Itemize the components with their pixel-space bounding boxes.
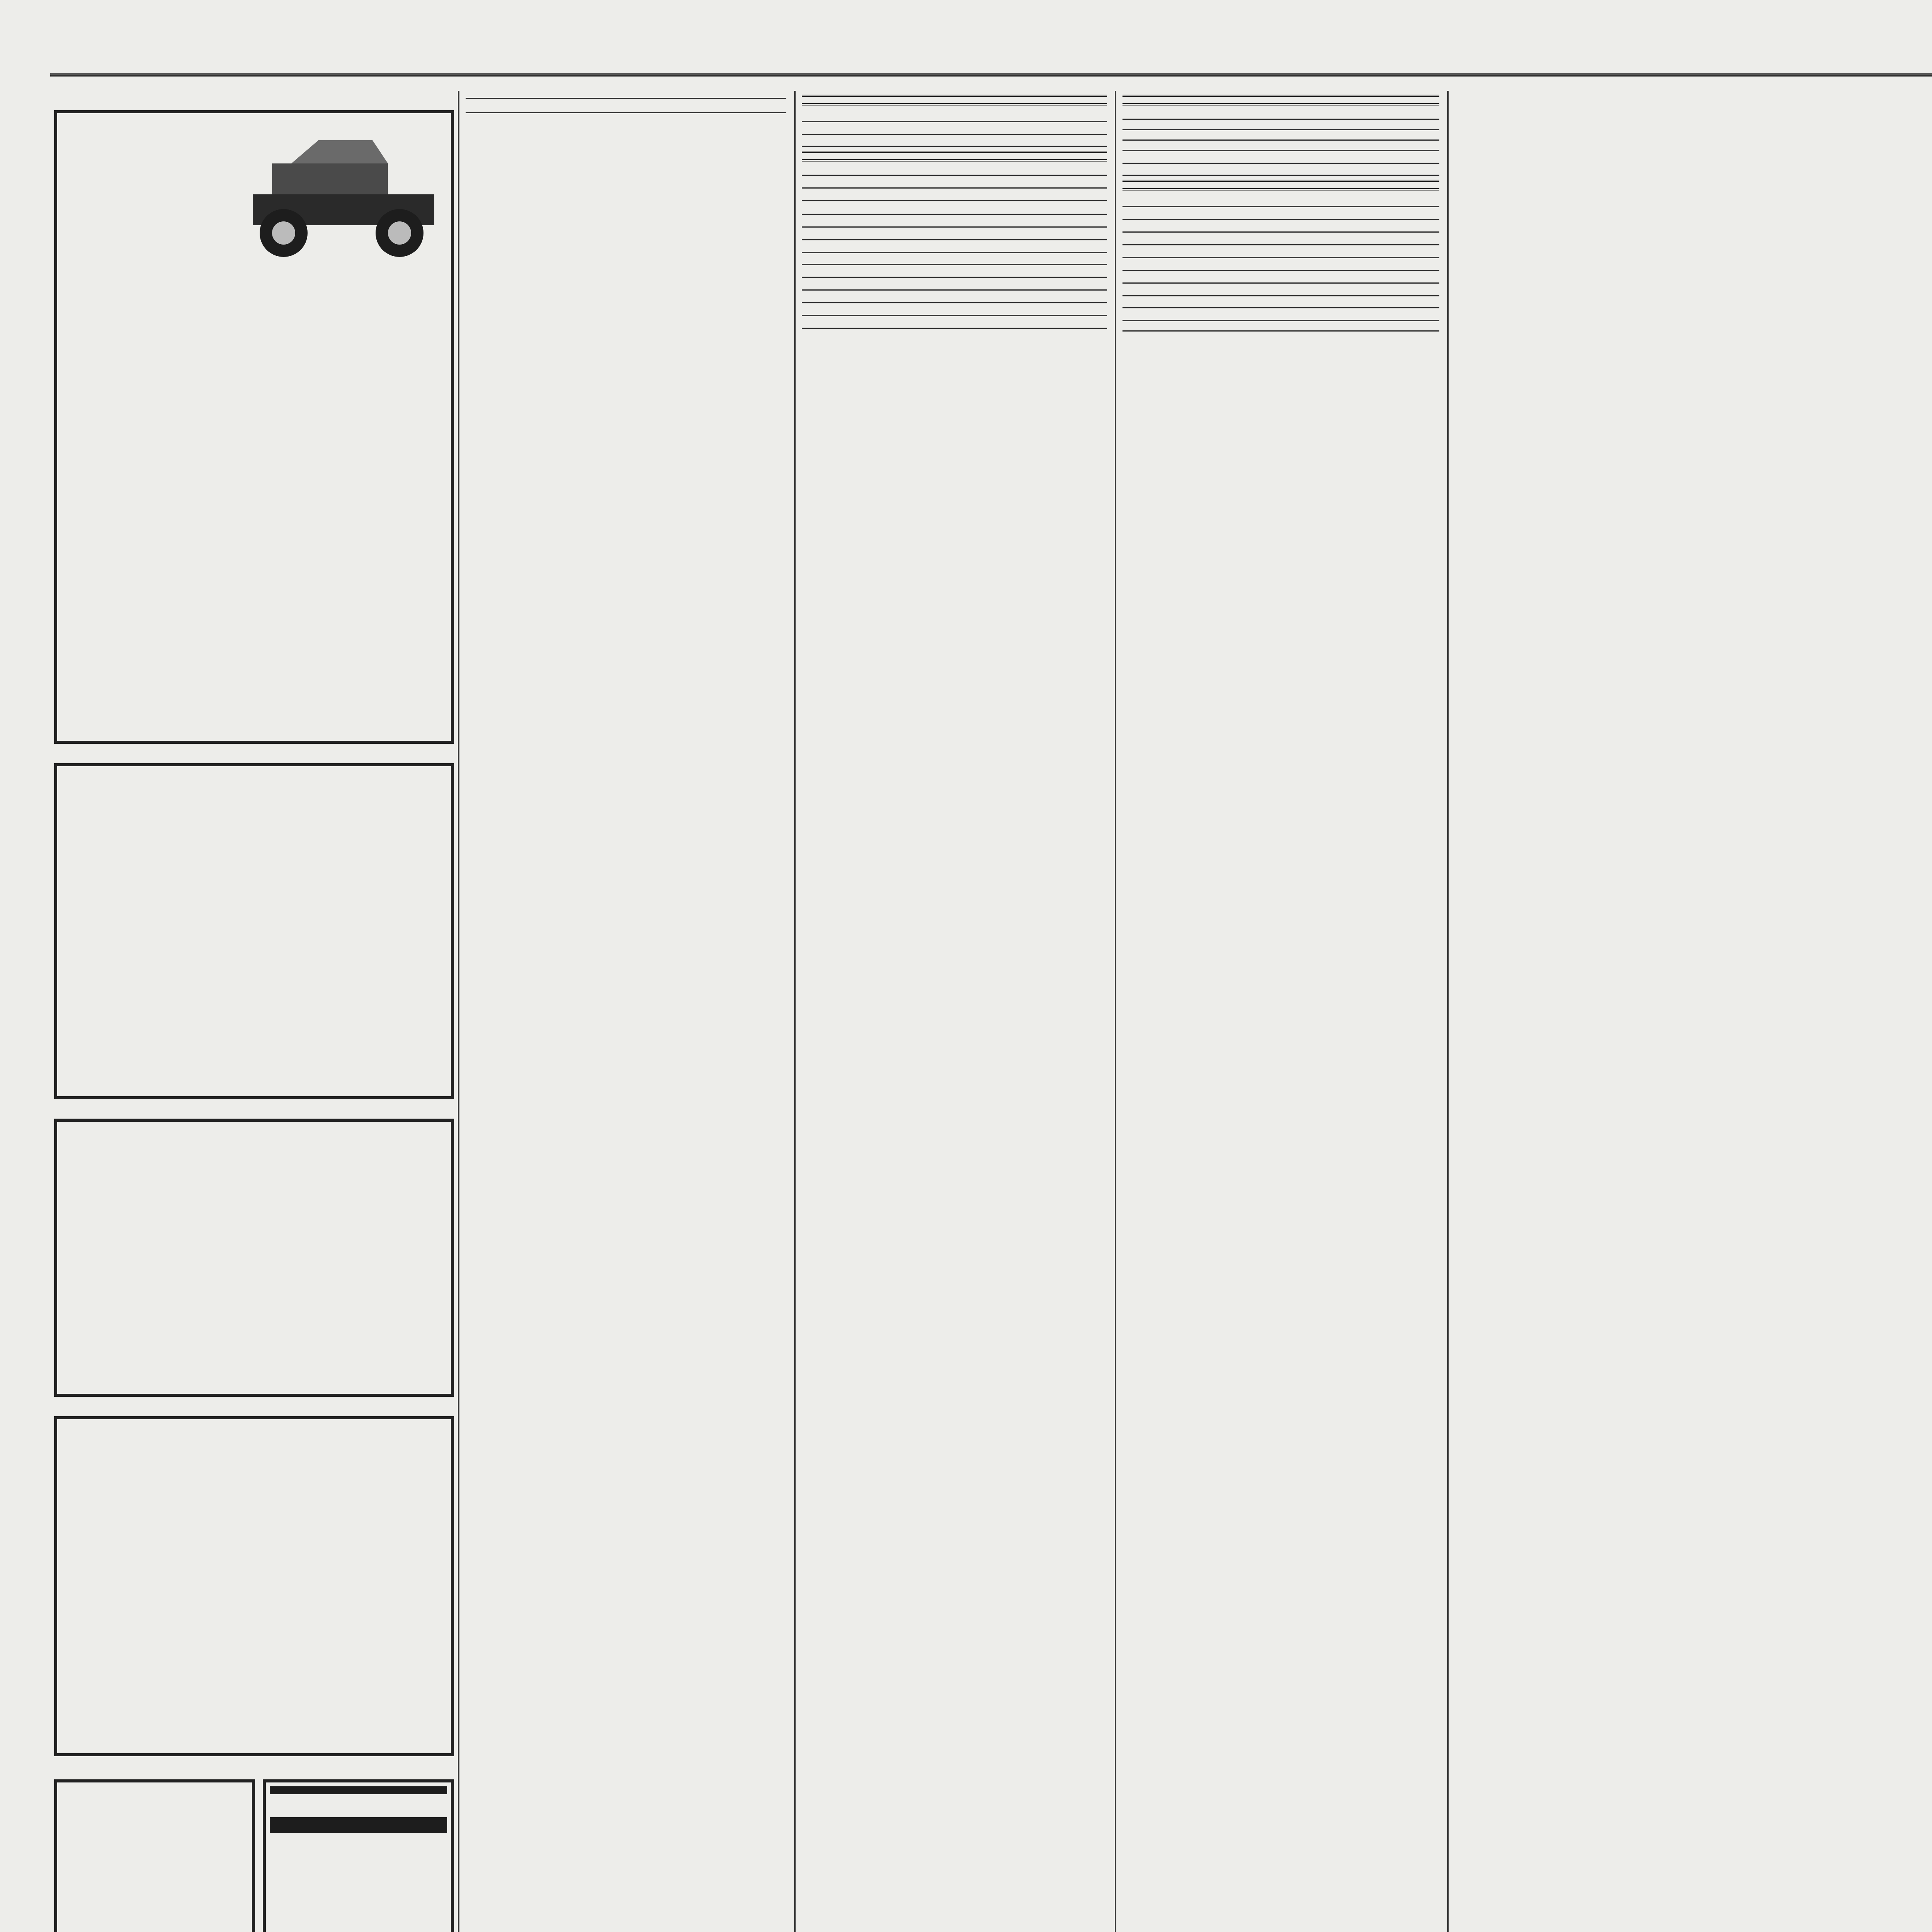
column-news — [466, 91, 786, 1932]
column-rule — [794, 91, 796, 1932]
twinkle-whisky-ad — [54, 763, 454, 1099]
notice — [1122, 284, 1439, 296]
cems-heading — [466, 98, 786, 105]
notice — [802, 176, 1107, 189]
notice — [802, 122, 1107, 135]
houses-heading — [1122, 95, 1439, 105]
notice — [1122, 207, 1439, 220]
notice — [802, 291, 1107, 303]
column-rule — [1447, 91, 1449, 1932]
notice — [802, 189, 1107, 201]
notice — [1122, 141, 1439, 151]
notice — [1122, 164, 1439, 176]
column-public-notices — [802, 91, 1107, 1932]
notice — [802, 135, 1107, 147]
notice — [802, 215, 1107, 228]
masthead-rule — [50, 73, 1932, 77]
mellor-brand — [270, 1817, 447, 1825]
notice — [1122, 220, 1439, 233]
notice — [802, 228, 1107, 240]
notice — [802, 109, 1107, 122]
notice — [1122, 233, 1439, 245]
notice — [802, 316, 1107, 329]
public-notices-heading — [802, 95, 1107, 105]
clyno-ad — [54, 1119, 454, 1397]
notice — [802, 240, 1107, 253]
column-houses-tenders — [1122, 91, 1439, 1932]
notice — [802, 265, 1107, 278]
column-advertisements-left — [54, 91, 454, 1932]
car-illustration — [230, 136, 446, 268]
notice — [1122, 321, 1439, 332]
notice — [1122, 151, 1439, 164]
notice — [802, 201, 1107, 215]
notice — [1122, 245, 1439, 258]
notice — [802, 253, 1107, 265]
mellor-top — [270, 1786, 447, 1794]
notice — [802, 278, 1107, 291]
tenders-heading — [1122, 180, 1439, 190]
notice — [1122, 296, 1439, 308]
column-rule — [458, 91, 459, 1932]
masthead — [0, 0, 1932, 81]
notice — [802, 165, 1107, 176]
dunlop-ad — [54, 1416, 454, 1756]
notice — [1122, 120, 1439, 130]
notice — [1122, 308, 1439, 321]
notice — [1122, 258, 1439, 271]
notice — [802, 303, 1107, 316]
notice — [1122, 130, 1439, 141]
notice — [1122, 194, 1439, 207]
column-rule — [1115, 91, 1116, 1932]
demon-heading — [466, 112, 786, 119]
notice — [1122, 109, 1439, 120]
mellor-sauce — [270, 1825, 447, 1833]
aulsebrook-ad — [54, 1779, 255, 1932]
mellors-sauce-ad — [263, 1779, 454, 1932]
notice — [1122, 271, 1439, 284]
overland-ad — [54, 110, 454, 744]
special-notices-heading — [802, 151, 1107, 162]
